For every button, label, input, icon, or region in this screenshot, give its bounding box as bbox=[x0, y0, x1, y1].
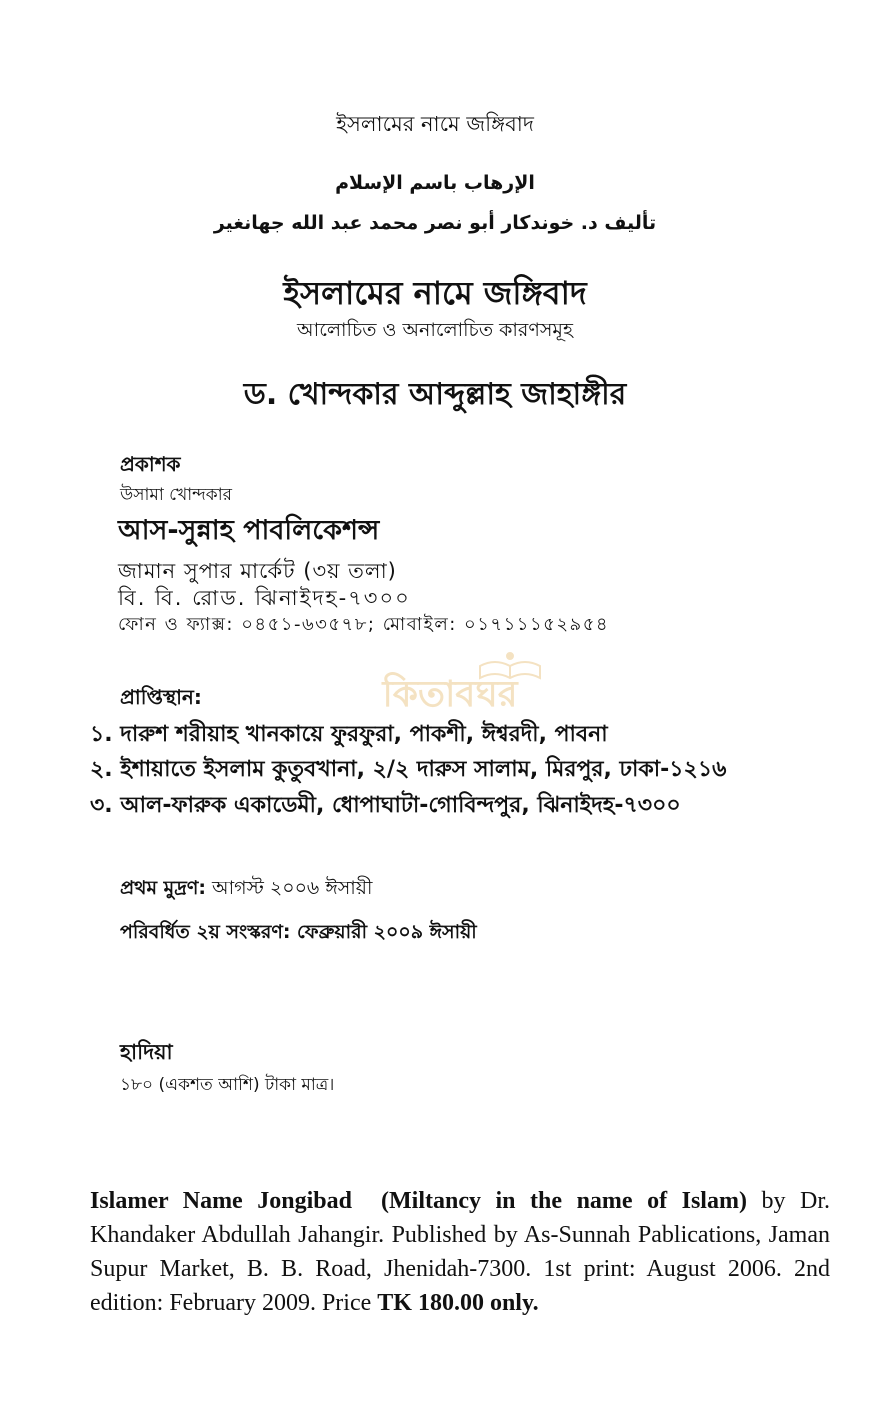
publisher-name: উসামা খোন্দকার bbox=[120, 485, 232, 505]
first-print bbox=[120, 874, 372, 906]
main-title: ইসলামের নামে জঙ্গিবাদ bbox=[283, 274, 587, 312]
publisher-heading: প্রকাশক bbox=[120, 452, 181, 476]
price-heading: হাদিয়া bbox=[120, 1040, 173, 1064]
english-subtitle: (Miltancy in the name of Islam) bbox=[381, 1188, 747, 1214]
english-title: Islamer Name Jongibad bbox=[90, 1188, 352, 1214]
watermark-logo bbox=[330, 648, 570, 716]
publisher-address-line2: বি. বি. রোড. ঝিনাইদহ-৭৩০০ bbox=[118, 586, 411, 610]
english-body: by Dr. Khandaker Abdullah Jahangir. Published by As-Sunnah Pablications, Jaman Supur Market, B. B. Road, Jhenidah-7300. 1st print: August 2006. 2nd edition: February 2009. Price bbox=[90, 1188, 831, 1316]
price-text: ১৮০ (একশত আশি) টাকা মাত্র। bbox=[120, 1075, 335, 1095]
availability-heading: প্রাপ্তিস্থান: bbox=[120, 685, 202, 709]
availability-item: ৩. আল-ফারুক একাডেমী, ধোপাঘাটা-গোবিন্দপুর, ঝিনাইদহ-৭৩০০ bbox=[90, 793, 681, 818]
second-edition: পরিবর্ধিত ২য় সংস্করণ: ফেব্রুয়ারী ২০০৯ ঈসায়ী bbox=[120, 921, 477, 943]
publisher-contact: ফোন ও ফ্যাক্স: ০৪৫১-৬৩৫৭৮; মোবাইল: ০১৭১১১৫২৯৫৪ bbox=[118, 614, 610, 635]
first-print-label: প্রথম মুদ্রণ: bbox=[120, 877, 206, 899]
publisher-address-line1: জামান সুপার মার্কেট (৩য় তলা) bbox=[118, 559, 397, 583]
arabic-author: تأليف د. خوندكار أبو نصر محمد عبد الله جهانغير bbox=[213, 212, 657, 234]
watermark-text: কিতাবঘর bbox=[382, 674, 518, 715]
english-price: TK 180.00 only. bbox=[377, 1290, 539, 1316]
availability-item: ১. দারুশ শরীয়াহ খানকায়ে ফুরফুরা, পাকশী, ঈশ্বরদী, পাবনা bbox=[90, 722, 608, 747]
author-name: ড. খোন্দকার আব্দুল্লাহ জাহাঙ্গীর bbox=[243, 377, 627, 412]
subtitle: আলোচিত ও অনালোচিত কারণসমূহ bbox=[297, 319, 573, 341]
english-summary bbox=[90, 1184, 830, 1320]
series-title: ইসলামের নামে জঙ্গিবাদ bbox=[336, 112, 534, 136]
availability-item: ২. ইশায়াতে ইসলাম কুতুবখানা, ২/২ দারুস সালাম, মিরপুর, ঢাকা-১২১৬ bbox=[90, 757, 727, 782]
first-print-value: আগস্ট ২০০৬ ঈসায়ী bbox=[205, 877, 373, 899]
arabic-title: الإرهاب باسم الإسلام bbox=[335, 172, 535, 194]
publisher-organization: আস-সুন্নাহ পাবলিকেশন্স bbox=[118, 515, 380, 546]
